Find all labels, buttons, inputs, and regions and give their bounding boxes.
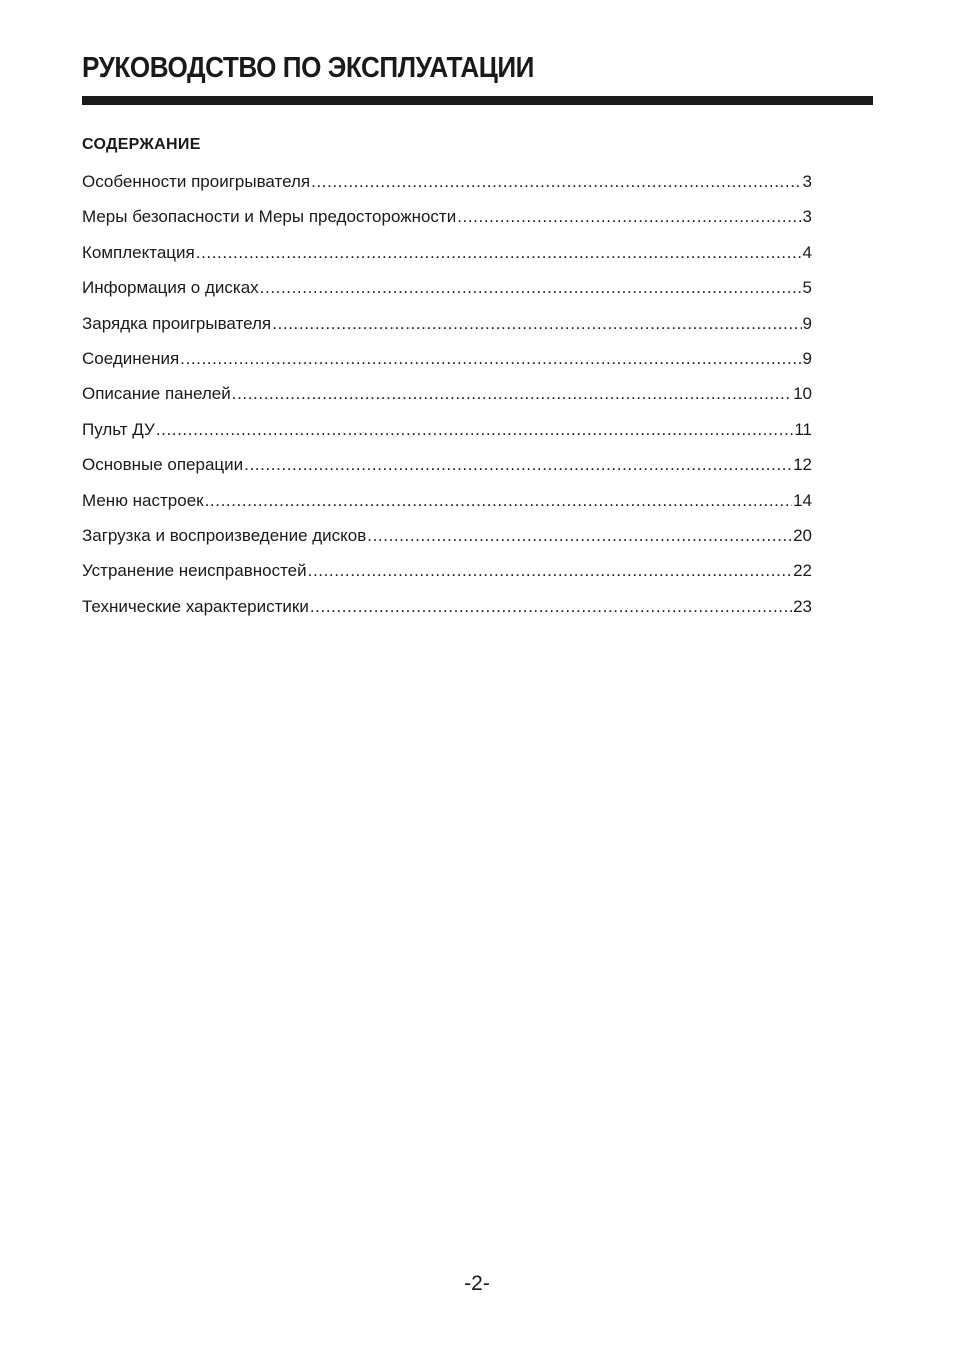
- dot-leader: [272, 314, 801, 334]
- toc-entry-page: 22: [793, 561, 812, 581]
- toc-entry[interactable]: [82, 207, 812, 242]
- toc-entry[interactable]: [82, 278, 812, 313]
- toc-entry[interactable]: [82, 491, 812, 526]
- toc-entry-page: 3: [802, 172, 812, 191]
- dot-leader: [367, 526, 792, 546]
- toc-entry-label: Информация о дисках: [82, 278, 259, 298]
- title-rule: [82, 96, 873, 105]
- toc-entry[interactable]: [82, 455, 812, 490]
- dot-leader: [310, 597, 792, 617]
- toc-entry-label: Меню настроек: [82, 490, 204, 510]
- toc-entry[interactable]: [82, 420, 812, 455]
- toc-entry-page: 23: [793, 596, 812, 616]
- dot-leader: [205, 491, 792, 511]
- toc-entry-label: Устранение неисправностей: [82, 561, 307, 581]
- toc-entry[interactable]: [82, 526, 812, 561]
- toc-entry-page: 9: [802, 348, 812, 368]
- dot-leader: [156, 420, 794, 440]
- toc-entry-page: 9: [802, 313, 812, 333]
- toc-entry-label: Особенности проигрывателя: [82, 172, 311, 191]
- toc-entry-page: 12: [793, 455, 812, 475]
- toc-entry-page: 14: [793, 490, 812, 510]
- toc-entry-label: Загрузка и воспроизведение дисков: [82, 525, 367, 545]
- toc-entry[interactable]: [82, 243, 812, 278]
- dot-leader: [244, 455, 792, 475]
- page-number: -2-: [464, 1272, 490, 1295]
- toc-heading: СОДЕРЖАНИЕ: [82, 136, 201, 153]
- toc-entry[interactable]: [82, 597, 812, 632]
- dot-leader: [196, 243, 802, 263]
- dot-leader: [260, 278, 802, 298]
- page-title: РУКОВОДСТВО ПО ЭКСПЛУАТАЦИИ: [82, 52, 534, 84]
- toc-entry[interactable]: [82, 349, 812, 384]
- dot-leader: [232, 384, 792, 404]
- toc-entry-label: Зарядка проигрывателя: [82, 313, 272, 333]
- toc-entry[interactable]: [82, 384, 812, 419]
- toc-entry-page: 4: [802, 242, 812, 262]
- toc-entry-page: 10: [793, 384, 812, 404]
- toc-entry-label: Пульт ДУ: [82, 419, 155, 439]
- toc-entry-label: Комплектация: [82, 242, 195, 262]
- toc-entry-label: Технические характеристики: [82, 596, 309, 616]
- dot-leader: [308, 561, 792, 581]
- toc-entry-label: Меры безопасности и Меры предосторожности: [82, 207, 457, 227]
- toc-entry-page: 5: [802, 278, 812, 298]
- toc-entry[interactable]: [82, 561, 812, 596]
- toc-entry[interactable]: [82, 172, 812, 207]
- toc-entry-label: Соединения: [82, 348, 180, 368]
- toc-entry-page: 11: [794, 419, 812, 439]
- dot-leader: [457, 207, 801, 227]
- toc-entry-label: Описание панелей: [82, 384, 231, 404]
- toc-entry-page: 20: [793, 525, 812, 545]
- table-of-contents: [82, 172, 812, 632]
- toc-entry-page: 3: [802, 207, 812, 227]
- toc-entry-label: Основные операции: [82, 455, 244, 475]
- dot-leader: [180, 349, 801, 369]
- toc-entry[interactable]: [82, 314, 812, 349]
- dot-leader: [311, 172, 801, 192]
